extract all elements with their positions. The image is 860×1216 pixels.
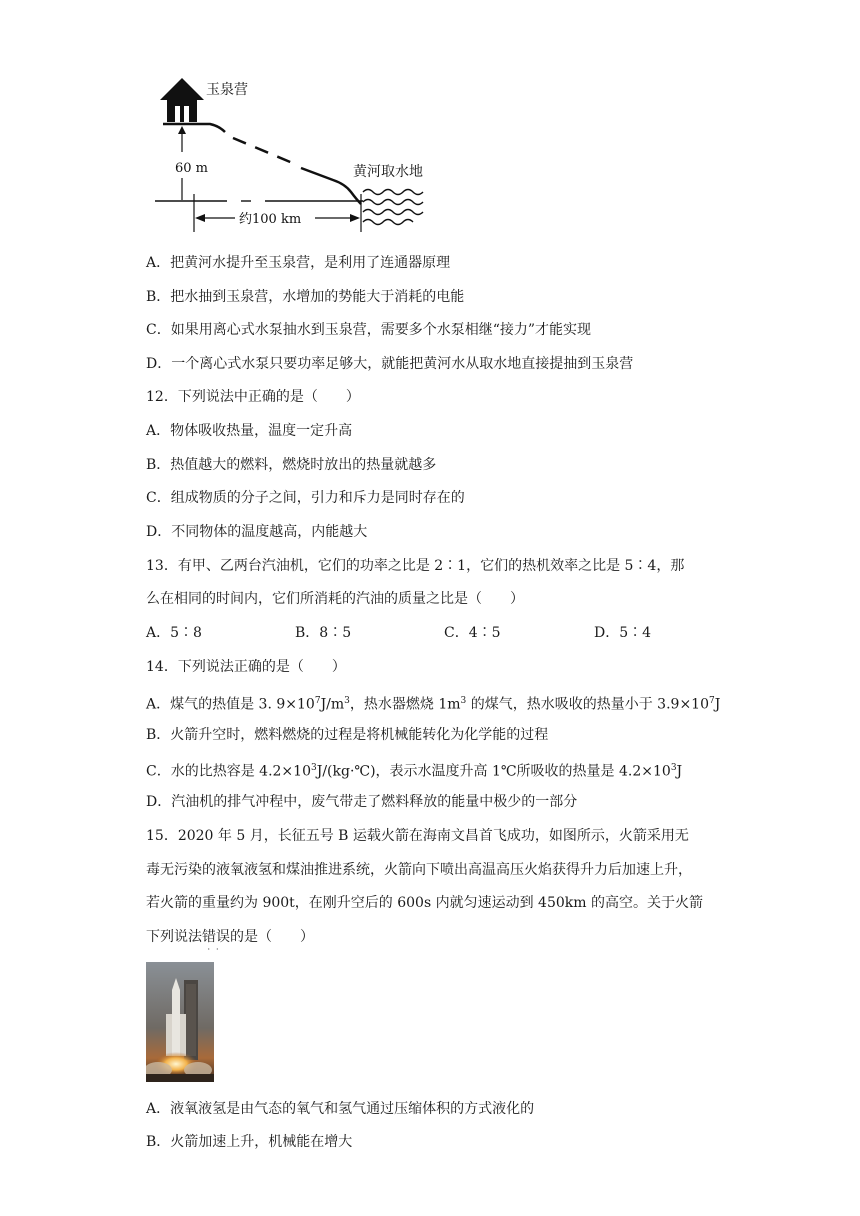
q11-option-a: A．把黄河水提升至玉泉营，是利用了连通器原理 [146, 255, 451, 271]
q14-option-b: B．火箭升空时，燃料燃烧的过程是将机械能转化为化学能的过程 [146, 727, 549, 743]
q15-option-a: A．液氧液氢是由气态的氧气和氢气通过压缩体积的方式液化的 [146, 1101, 535, 1117]
q11-option-d: D．一个离心式水泵只要功率足够大，就能把黄河水从取水地直接提抽到玉泉营 [146, 356, 634, 372]
q12-option-c: C．组成物质的分子之间，引力和斥力是同时存在的 [146, 490, 465, 506]
q12-stem: 12．下列说法中正确的是（ ） [146, 389, 360, 405]
q12-option-b: B．热值越大的燃料，燃烧时放出的热量就越多 [146, 457, 437, 473]
q11-option-b: B．把水抽到玉泉营，水增加的势能大于消耗的电能 [146, 289, 465, 305]
q13-option-b: B．8∶5 [295, 625, 352, 641]
q13-option-a: A．5∶8 [146, 625, 202, 641]
q13-option-c: C．4∶5 [444, 625, 501, 641]
q14-option-d: D．汽油机的排气冲程中，废气带走了燃料释放的能量中极少的一部分 [146, 794, 578, 810]
q13-option-d: D．5∶4 [594, 625, 652, 641]
q15-stem-line4: 下列说法错误 ·· 的是（ ） [146, 929, 314, 954]
q15-stem-line1: 15．2020 年 5 月，长征五号 B 运载火箭在海南文昌首飞成功，如图所示，火箭采用无 [146, 828, 689, 844]
q15-option-b: B．火箭加速上升，机械能在增大 [146, 1134, 353, 1150]
q12-option-d: D．不同物体的温度越高，内能越大 [146, 524, 368, 540]
q13-stem-line1: 13．有甲、乙两台汽油机，它们的功率之比是 2∶1，它们的热机效率之比是 5∶4，那 [146, 558, 685, 574]
house-icon [160, 78, 204, 122]
label-water-intake: 黄河取水地 [353, 164, 423, 180]
q14-option-c: C．水的比热容是 $4.2\times 10^3J/(kg\cdot℃)$，表示水温度升高 1℃所吸收的热量是 $4.2\times 10^3J$ [146, 763, 683, 780]
terrain-diagram-svg [155, 72, 445, 242]
q15-stem-line2: 毒无污染的液氧液氢和煤油推进系统，火箭向下喷出高温高压火焰获得升力后加速上升， [146, 862, 692, 878]
rocket-launch-photo [146, 962, 214, 1082]
label-distance: 约100 km [239, 212, 302, 227]
q15-stem-line3: 若火箭的重量约为 900t，在刚升空后的 600s 内就匀速运动到 450km 的高空。关于火箭 [146, 895, 703, 911]
label-yuquanying: 玉泉营 [206, 82, 248, 98]
label-height: 60 m [175, 161, 209, 176]
q14-option-a: A．煤气的热值是 3. $9\times 10^7J/m^3$，热水器燃烧 $1m^3$ 的煤气，热水吸收的热量小于 $3.9\times 10^7J$ [146, 696, 721, 713]
water-waves-icon [363, 190, 423, 225]
emphasis-word: 错误 ·· [202, 929, 230, 954]
q11-option-c: C．如果用离心式水泵抽水到玉泉营，需要多个水泵相继“接力”才能实现 [146, 322, 592, 338]
q14-stem: 14．下列说法正确的是（ ） [146, 659, 346, 675]
q12-option-a: A．物体吸收热量，温度一定升高 [146, 423, 353, 439]
terrain-diagram [155, 72, 445, 242]
q13-stem-line2: 么在相同的时间内，它们所消耗的汽油的质量之比是（ ） [146, 591, 524, 607]
